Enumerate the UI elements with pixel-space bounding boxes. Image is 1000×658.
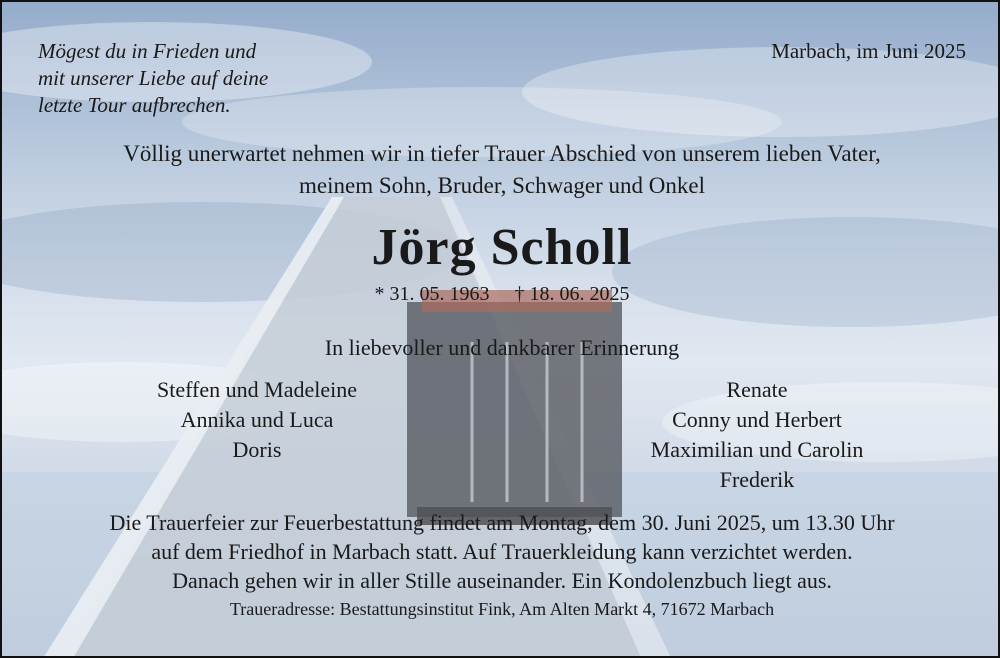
mourner-name: Conny und Herbert	[672, 407, 842, 432]
memory-line: In liebevoller und dankbarer Erinnerung	[324, 335, 680, 360]
intro-line: meinem Sohn, Bruder, Schwager und Onkel	[299, 173, 705, 198]
motto-line: mit unserer Liebe auf deine	[38, 66, 269, 90]
mourner-name: Frederik	[719, 467, 795, 492]
motto-line: letzte Tour aufbrechen.	[38, 93, 231, 117]
intro-text	[2, 138, 1000, 202]
place-and-date: Marbach, im Juni 2025	[771, 39, 966, 63]
birth-date: * 31. 05. 1963	[374, 283, 490, 305]
mourning-address: Traueradresse: Bestattungsinstitut Fink, Am Alten Markt 4, 71672 Marbach	[229, 599, 775, 619]
motto-line: Mögest du in Frieden und	[38, 39, 257, 63]
funeral-details	[2, 508, 1000, 595]
mourners-right	[612, 375, 902, 495]
mourner-name: Steffen und Madeleine	[157, 377, 357, 402]
mourner-name: Annika und Luca	[180, 407, 334, 432]
motto-verse	[38, 38, 268, 119]
mourner-name: Doris	[232, 437, 282, 462]
funeral-line: Danach gehen wir in aller Stille auseinander. Ein Kondolenzbuch liegt aus.	[172, 568, 832, 593]
mourners-left	[122, 375, 392, 465]
deceased-name: Jörg Scholl	[371, 219, 633, 276]
obituary-text	[2, 2, 1000, 658]
life-dates	[2, 281, 1000, 307]
mourner-name: Maximilian und Carolin	[650, 437, 864, 462]
funeral-line: auf dem Friedhof in Marbach statt. Auf Trauerkleidung kann verzichtet werden.	[151, 539, 853, 564]
funeral-line: Die Trauerfeier zur Feuerbestattung findet am Montag, dem 30. Juni 2025, um 13.30 Uhr	[109, 510, 895, 535]
intro-line: Völlig unerwartet nehmen wir in tiefer Trauer Abschied von unserem lieben Vater,	[123, 141, 881, 166]
death-date: † 18. 06. 2025	[514, 283, 630, 305]
mourner-name: Renate	[726, 377, 788, 402]
